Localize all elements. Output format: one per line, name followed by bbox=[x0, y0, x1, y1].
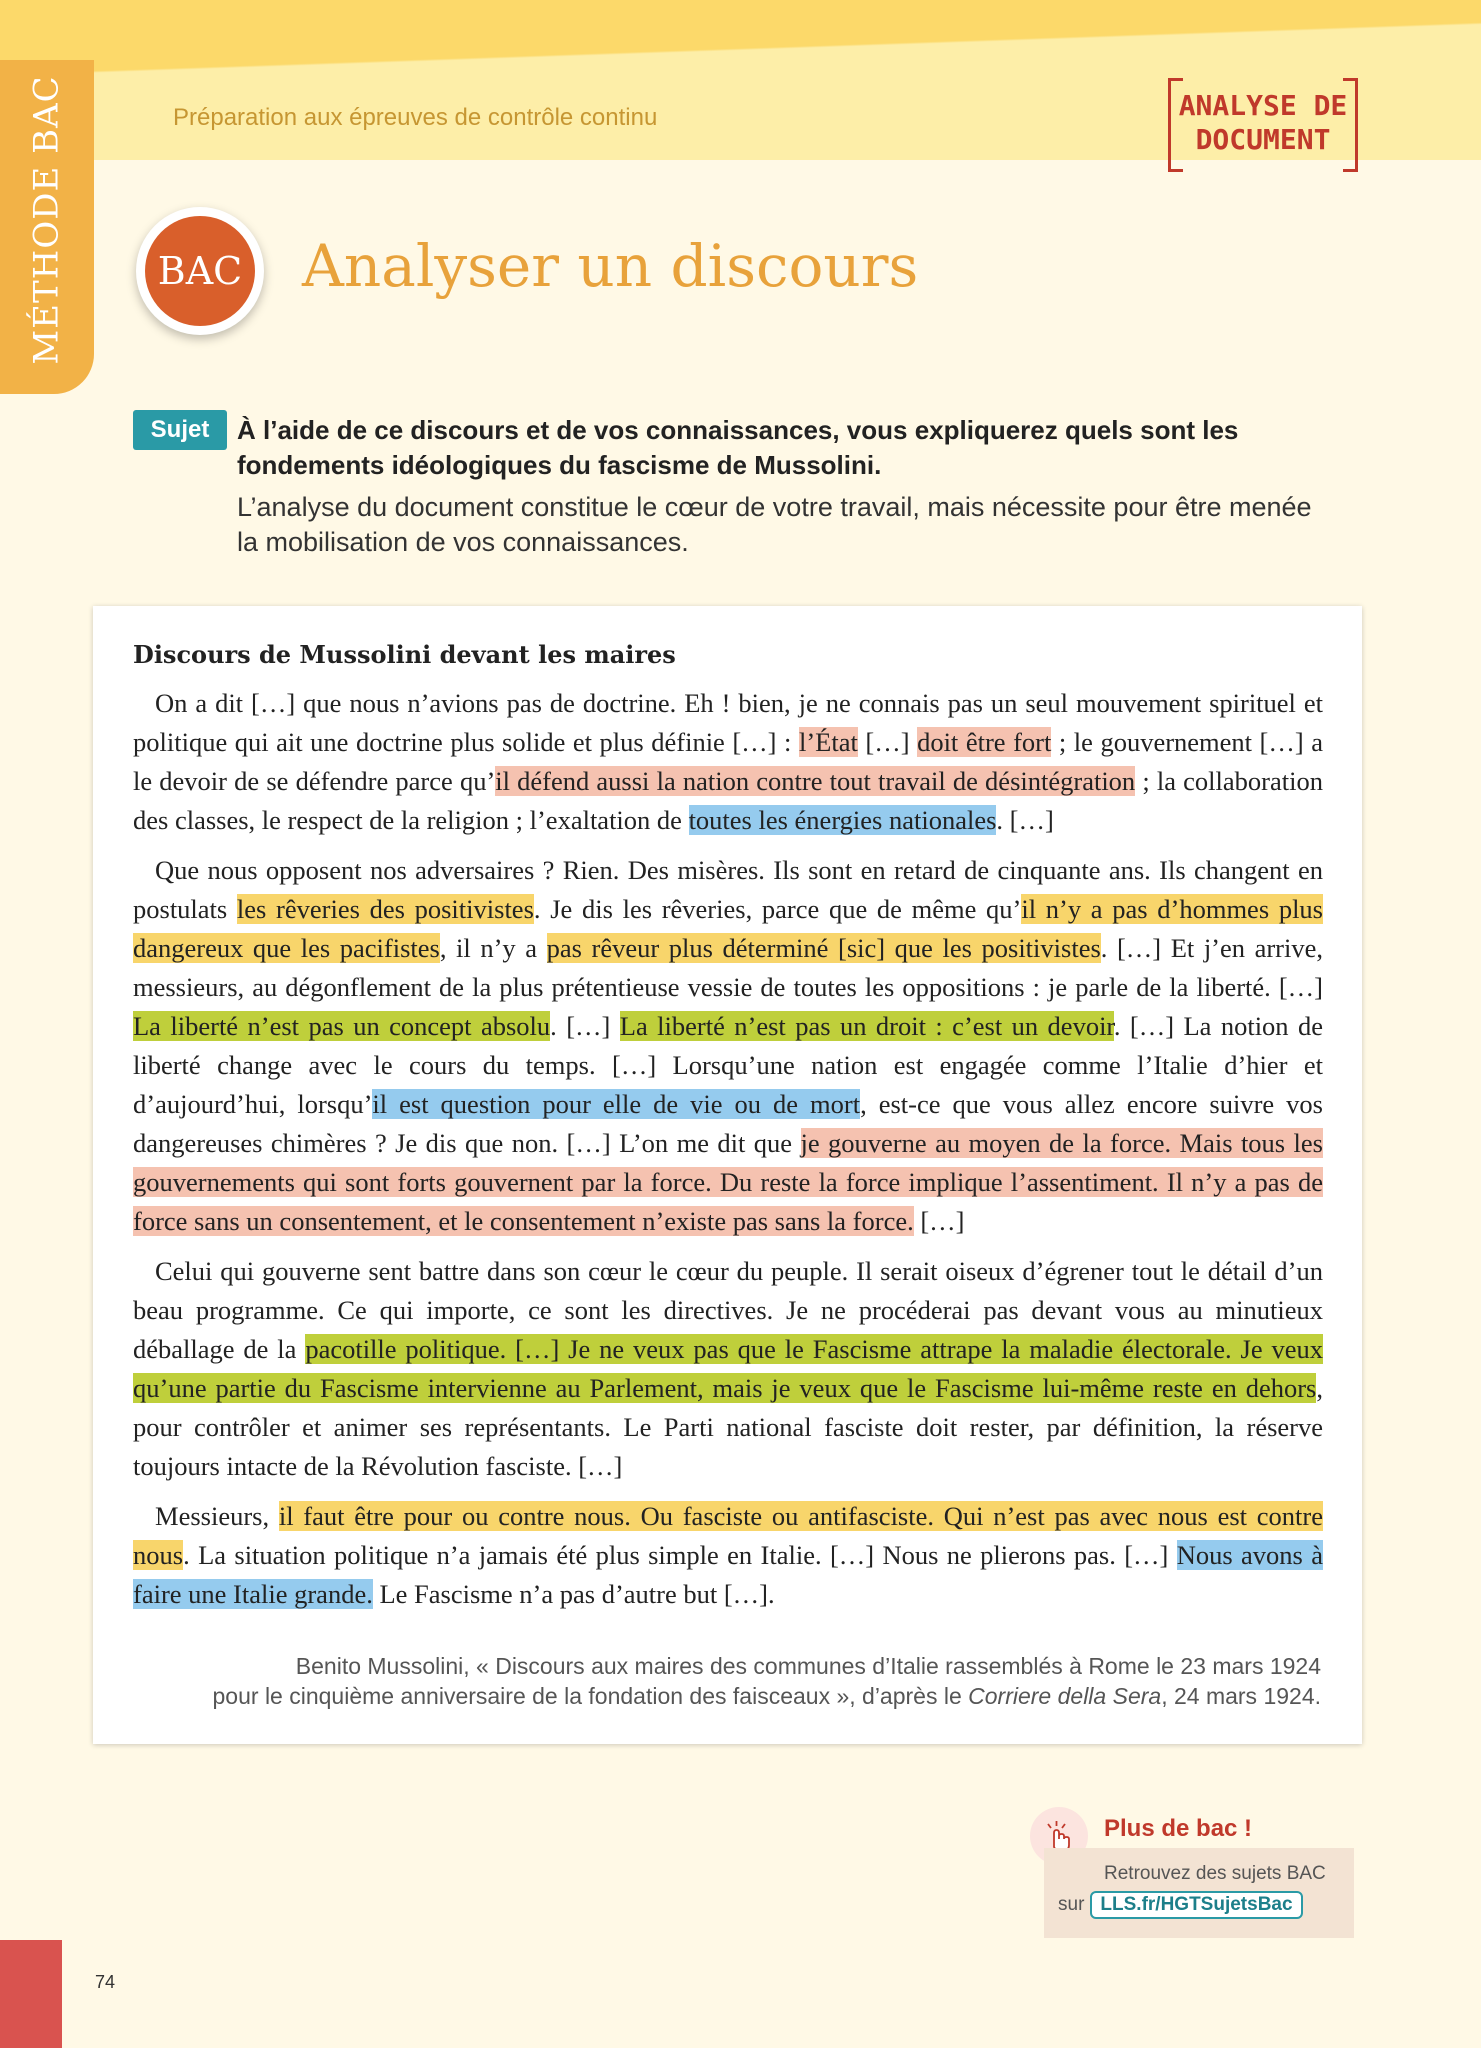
highlight-green: La liberté n’est pas un droit : c’est un devoir bbox=[619, 1011, 1114, 1041]
highlight-yellow: il faut être pour ou contre nous. Ou fasciste ou antifasciste. Qui n’est pas avec nous est contre nous bbox=[133, 1501, 1323, 1570]
speech-text: Le Fascisme n’a pas d’autre but […]. bbox=[372, 1579, 775, 1609]
document-heading: Discours de Mussolini devant les maires bbox=[133, 640, 676, 669]
speech-paragraph bbox=[133, 851, 1323, 1241]
speech-text: , il n’y a bbox=[439, 933, 547, 963]
sujet-tag: Sujet bbox=[133, 410, 227, 450]
speech-text: , pour contrôler et animer ses représentants. Le Parti national fasciste doit rester, par définition, la réserve toujours intacte de la Révolution fasciste. […] bbox=[133, 1373, 1323, 1481]
document-body bbox=[133, 684, 1323, 1625]
speech-text: . […] Et j’en arrive, messieurs, au dégonflement de la plus prétentieuse vessie de toutes les oppositions : je parle de la liberté. […] bbox=[133, 933, 1324, 1002]
highlight-red: je gouverne au moyen de la force. Mais tous les gouvernements qui sont forts gouvernent par la force. Du reste la force implique l’assentiment. Il n’y a pas de force sans un consentement, et le consentement n’existe pas sans la force. bbox=[133, 1128, 1323, 1236]
speech-text: ; le gouvernement […] a le devoir de se défendre parce qu’ bbox=[133, 727, 1324, 796]
bac-badge-label: BAC bbox=[145, 216, 255, 326]
badge-line-1: ANALYSE DE bbox=[1178, 89, 1348, 122]
speech-text: . La situation politique n’a jamais été plus simple en Italie. […] Nous ne plierons pas. […] bbox=[183, 1540, 1177, 1570]
side-tab-label: MÉTHODE BAC bbox=[27, 75, 67, 365]
speech-paragraph bbox=[133, 684, 1323, 840]
highlight-yellow: les rêveries des positivistes bbox=[236, 894, 534, 924]
sujets-bac-link[interactable]: LLS.fr/HGTSujetsBac bbox=[1090, 1891, 1302, 1919]
citation-source: Corriere della Sera bbox=[968, 1683, 1162, 1709]
citation-line-1: Benito Mussolini, « Discours aux maires des communes d’Italie rassemblés à Rome le 23 mars 1924 bbox=[295, 1653, 1321, 1679]
analyse-document-badge bbox=[1168, 78, 1358, 168]
corner-tab bbox=[0, 1940, 62, 2048]
speech-text: […] bbox=[913, 1206, 965, 1236]
document-citation bbox=[133, 1651, 1321, 1711]
speech-text: […] bbox=[857, 727, 918, 757]
speech-text: . […] bbox=[550, 1011, 620, 1041]
highlight-blue: toutes les énergies nationales bbox=[688, 805, 997, 835]
highlight-yellow: pas rêveur plus déterminé [sic] que les positivistes bbox=[546, 933, 1101, 963]
citation-date: , 24 mars 1924. bbox=[1161, 1683, 1321, 1709]
highlight-green: La liberté n’est pas un concept absolu bbox=[133, 1011, 551, 1041]
speech-text: . […] La notion de liberté change avec le cours du temps. […] Lorsqu’une nation est engagée comme l’Italie d’hier et d’aujourd’hui, lorsqu’ bbox=[133, 1011, 1323, 1119]
highlight-green: pacotille politique. […] Je ne veux pas que le Fascisme attrape la maladie électorale. Je veux qu’une partie du Fascisme intervienne au Parlement, mais je veux que le Fascisme lui-même reste en dehors bbox=[133, 1334, 1323, 1403]
sujet-question: À l’aide de ce discours et de vos connaissances, vous expliquerez quels sont les fondements idéologiques du fascisme de Mussolini. bbox=[237, 415, 1239, 480]
badge-line-2: DOCUMENT bbox=[1195, 123, 1331, 156]
speech-text: On a dit […] que nous n’avions pas de doctrine. Eh ! bien, je ne connais pas un seul mouvement spirituel et politique qui ait une doctrine plus solide et plus définie […] : bbox=[133, 688, 1323, 757]
plus-de-bac-link-row bbox=[1058, 1891, 1303, 1919]
speech-text: . […] bbox=[996, 805, 1054, 835]
speech-text: Messieurs, bbox=[155, 1501, 279, 1531]
speech-paragraph bbox=[133, 1497, 1323, 1614]
plus-de-bac-text: Retrouvez des sujets BAC bbox=[1104, 1863, 1326, 1884]
badge-bracket-left bbox=[1168, 78, 1183, 172]
plus-de-bac-title: Plus de bac ! bbox=[1104, 1815, 1253, 1842]
speech-text: . Je dis les rêveries, parce que de même qu’ bbox=[533, 894, 1022, 924]
highlight-red: doit être fort bbox=[917, 727, 1052, 757]
side-tab-label-wrap bbox=[0, 70, 94, 370]
speech-text: Que nous opposent nos adversaires ? Rien. Des misères. Ils sont en retard de cinquante ans. Ils changent en postulats bbox=[133, 855, 1323, 924]
citation-line-2-text: pour le cinquième anniversaire de la fondation des faisceaux », d’après le bbox=[212, 1683, 969, 1709]
prep-subtitle: Préparation aux épreuves de contrôle continu bbox=[173, 104, 658, 131]
speech-text: , est-ce que vous allez encore suivre vos dangereuses chimères ? Je dis que non. […] L’on me dit que bbox=[133, 1089, 1323, 1158]
speech-text: ; la collaboration des classes, le respect de la religion ; l’exaltation de bbox=[133, 766, 1323, 835]
highlight-yellow: il n’y a pas d’hommes plus dangereux que les pacifistes bbox=[133, 894, 1323, 963]
highlight-blue: Nous avons à faire une Italie grande. bbox=[133, 1540, 1323, 1609]
page-number: 74 bbox=[95, 1972, 116, 1992]
highlight-blue: il est question pour elle de vie ou de mort bbox=[372, 1089, 861, 1119]
highlight-red: l’État bbox=[798, 727, 858, 757]
bac-badge bbox=[136, 207, 264, 335]
citation-line-2 bbox=[133, 1681, 1321, 1711]
plus-de-bac-prefix: sur bbox=[1058, 1894, 1085, 1915]
highlight-red: il défend aussi la nation contre tout travail de désintégration bbox=[495, 766, 1136, 796]
page-title: Analyser un discours bbox=[302, 232, 919, 300]
document-box bbox=[93, 606, 1362, 1744]
sujet-note: L’analyse du document constitue le cœur de votre travail, mais nécessite pour être menée la mobilisation de vos connaissances. bbox=[237, 492, 1312, 557]
badge-bracket-right bbox=[1343, 78, 1358, 172]
speech-text: Celui qui gouverne sent battre dans son cœur le cœur du peuple. Il serait oiseux d’égrener tout le détail d’un beau programme. Ce qui importe, ce sont les directives. Je ne procéderai pas devant vous au minutieux déballage de la bbox=[133, 1256, 1323, 1364]
speech-paragraph bbox=[133, 1252, 1323, 1486]
